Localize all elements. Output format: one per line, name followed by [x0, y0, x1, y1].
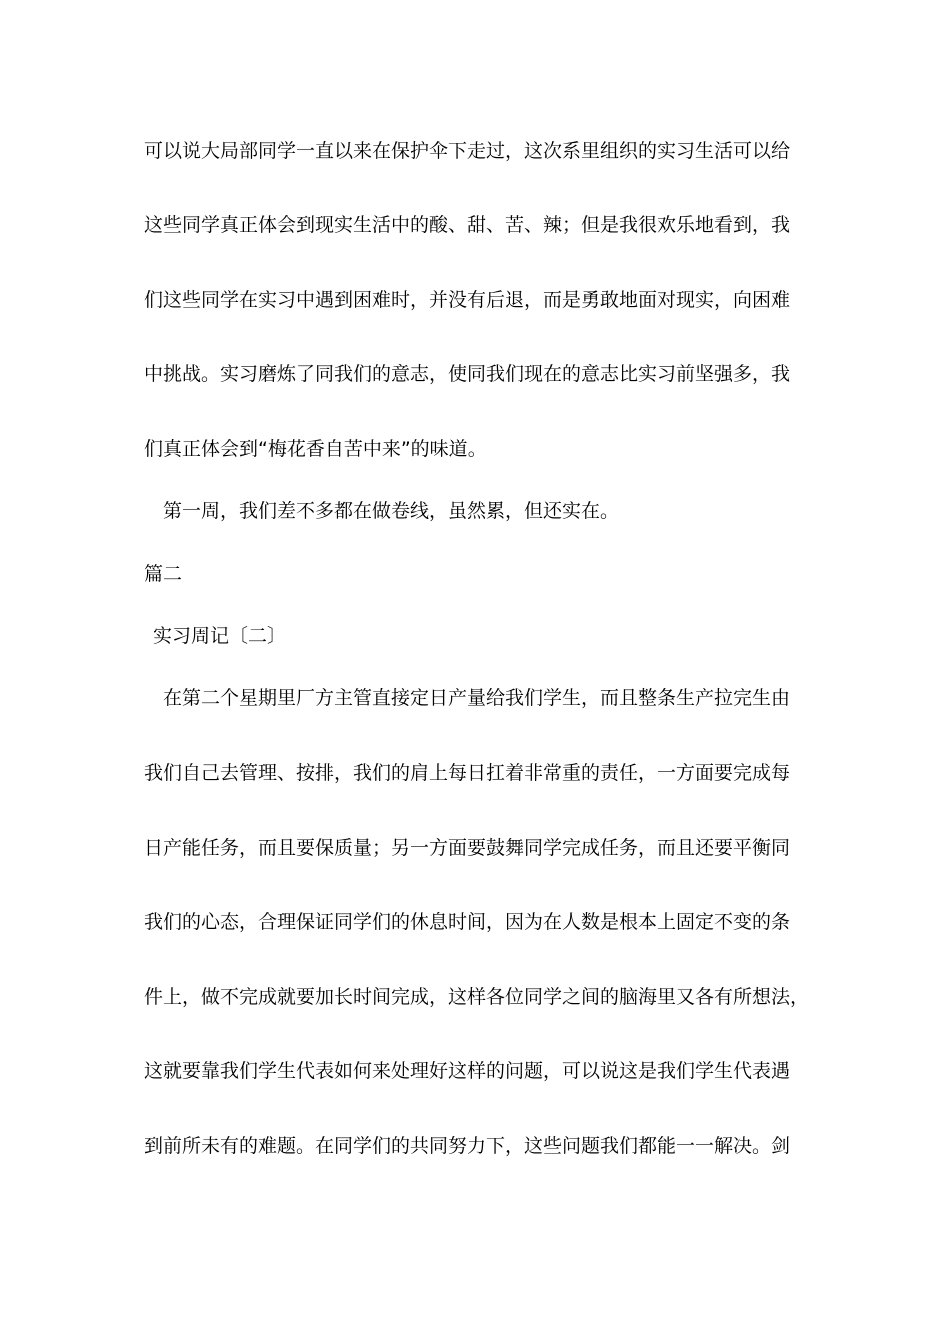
section-subtitle: 实习周记〔二〕: [153, 625, 287, 647]
text-line: 在第二个星期里厂方主管直接定日产量给我们学生，而且整条生产拉完生由: [163, 687, 791, 709]
text-line: 件上，做不完成就要加长时间完成，这样各位同学之间的脑海里又各有所想法，: [144, 986, 810, 1008]
text-line: 这就要靠我们学生代表如何来处理好这样的问题，可以说这是我们学生代表遇: [144, 1060, 791, 1082]
text-line: 可以说大局部同学一直以来在保护伞下走过，这次系里组织的实习生活可以给: [144, 140, 791, 162]
text-line: 日产能任务，而且要保质量；另一方面要鼓舞同学完成任务，而且还要平衡同: [144, 837, 791, 859]
text-line: 到前所未有的难题。在同学们的共同努力下，这些问题我们都能一一解决。剑: [144, 1135, 791, 1157]
text-line: 我们的心态，合理保证同学们的休息时间，因为在人数是根本上固定不变的条: [144, 911, 791, 933]
paragraph-2: 第一周，我们差不多都在做卷线，虽然累，但还实在。: [163, 500, 620, 522]
text-line: 我们自己去管理、按排，我们的肩上每日扛着非常重的责任，一方面要完成每: [144, 762, 791, 784]
text-line: 这些同学真正体会到现实生活中的酸、甜、苦、辣；但是我很欢乐地看到，我: [144, 214, 791, 236]
text-line: 们真正体会到“梅花香自苦中来”的味道。: [144, 438, 487, 460]
text-line: 中挑战。实习磨炼了同我们的意志，使同我们现在的意志比实习前坚强多，我: [144, 363, 791, 385]
section-heading: 篇二: [144, 563, 183, 585]
text-line: 们这些同学在实习中遇到困难时，并没有后退，而是勇敢地面对现实，向困难: [144, 289, 791, 311]
